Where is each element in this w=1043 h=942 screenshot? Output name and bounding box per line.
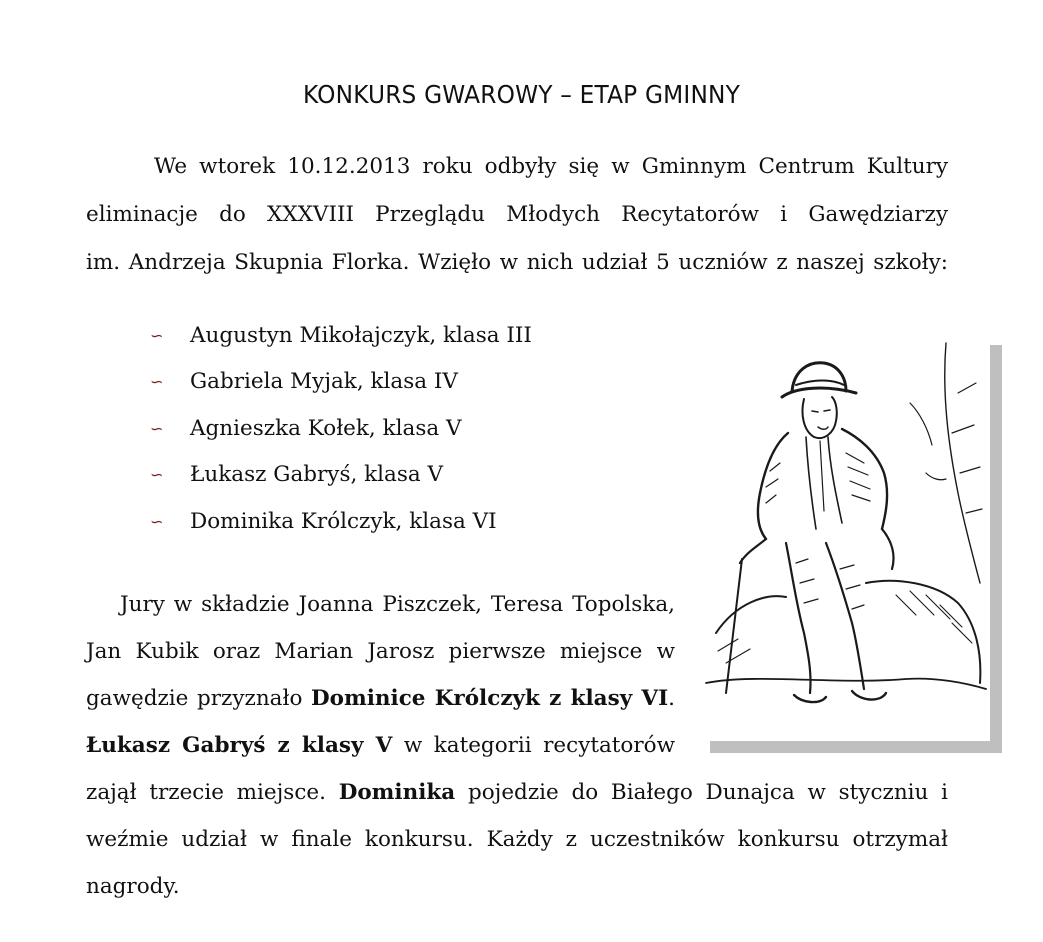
participant-name: Gabriela Myjak, klasa IV xyxy=(190,369,458,395)
period: . xyxy=(668,686,675,711)
result-line-1: Jury w składzie Joanna Piszczek, Teresa Topolska, xyxy=(120,592,675,617)
result-line-4 xyxy=(86,731,675,761)
winner-name: Dominice Królczyk z klasy VI xyxy=(311,686,669,711)
result-line-6: weźmie udział w finale konkursu. Każdy z uczestników konkursu otrzymał xyxy=(86,827,948,852)
participant-name: Agnieszka Kołek, klasa V xyxy=(190,415,462,441)
participant-name: Łukasz Gabryś, klasa V xyxy=(190,462,444,488)
list-item xyxy=(150,498,532,545)
result-line-2: Jan Kubik oraz Marian Jarosz pierwsze miejsce w xyxy=(86,639,675,664)
participant-name: Dominika Królczyk, klasa VI xyxy=(190,508,497,534)
intro-line-2: eliminacje do XXXVIII Przeglądu Młodych Recytatorów i Gawędziarzy xyxy=(86,202,948,227)
list-item xyxy=(150,452,532,499)
participants-list xyxy=(150,312,532,545)
page-title: KONKURS GWAROWY – ETAP GMINNY xyxy=(302,80,741,109)
intro-line-1: We wtorek 10.12.2013 roku odbyły się w Gminnym Centrum Kultury xyxy=(154,154,948,179)
result-text: w kategorii recytatorów xyxy=(403,733,676,758)
list-item xyxy=(150,405,532,452)
illustration-highlander-sketch xyxy=(696,333,990,741)
result-text: pojedzie do Białego Dunajca w styczniu i xyxy=(467,780,948,805)
decorative-swirl-icon: ∽ xyxy=(150,418,164,438)
decorative-swirl-icon: ∽ xyxy=(150,325,164,345)
decorative-swirl-icon: ∽ xyxy=(150,372,164,392)
participant-name: Augustyn Mikołajczyk, klasa III xyxy=(190,322,532,348)
finalist-name: Dominika xyxy=(338,780,456,805)
list-item xyxy=(150,312,532,359)
third-place-name: Łukasz Gabryś z klasy V xyxy=(86,733,393,758)
result-line-3 xyxy=(86,684,675,714)
decorative-swirl-icon: ∽ xyxy=(150,465,164,485)
list-item xyxy=(150,359,532,406)
decorative-swirl-icon: ∽ xyxy=(150,511,164,531)
result-line-7: nagrody. xyxy=(86,874,180,899)
result-line-5 xyxy=(86,778,948,808)
intro-line-3: im. Andrzeja Skupnia Florka. Wzięło w nich udział 5 uczniów z naszej szkoły: xyxy=(86,250,948,275)
result-text: zajął trzecie miejsce. xyxy=(86,780,326,805)
result-text: gawędzie przyznało xyxy=(86,686,303,711)
